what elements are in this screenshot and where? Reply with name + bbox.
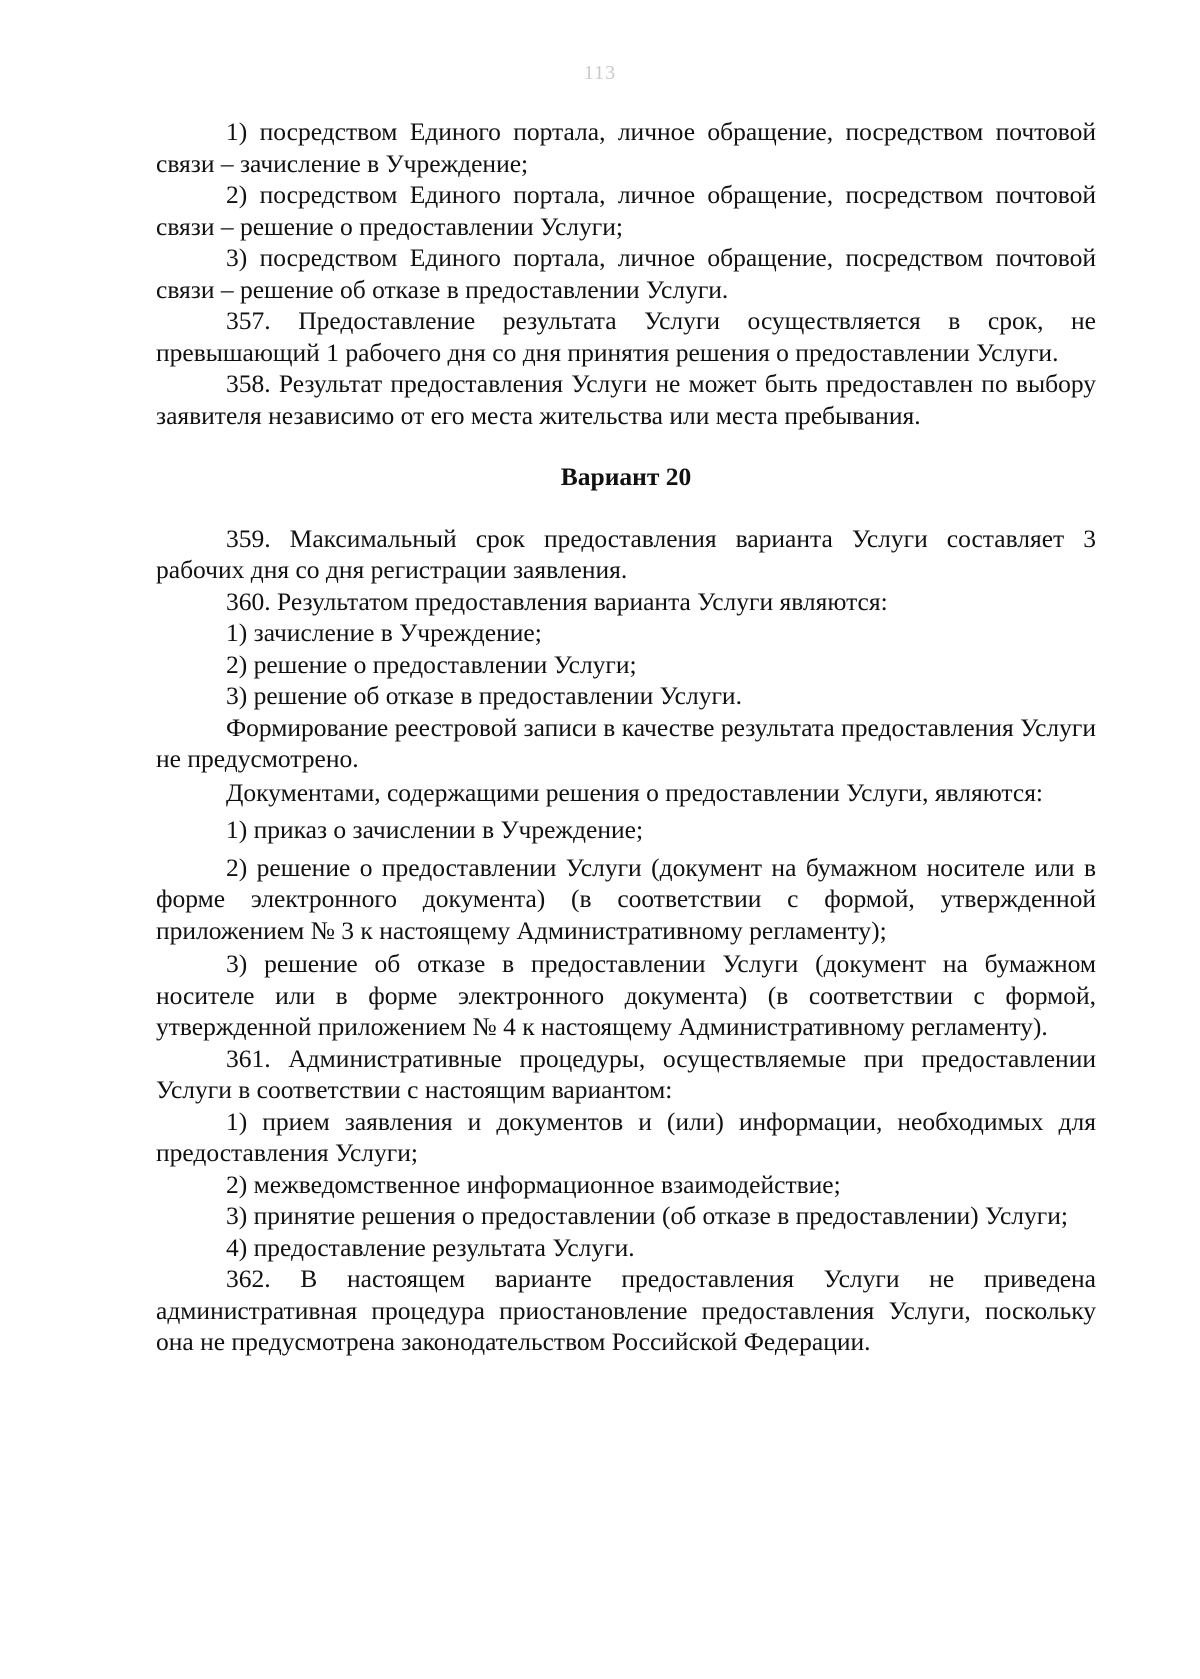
paragraph: 359. Максимальный срок предоставления варианта Услуги составляет 3 рабочих дня со дня регистрации заявления. [156,523,1096,584]
document-body [156,116,1096,1358]
paragraph: 357. Предоставление результата Услуги осуществляется в срок, не превышающий 1 рабочего дня со дня принятия решения о предоставлении Услуги. [156,306,1096,367]
list-item: 3) решение об отказе в предоставлении Услуги. [226,681,742,710]
paragraph: 2) посредством Единого портала, личное обращение, посредством почтовой связи – решение о предоставлении Услуги; [156,180,1096,241]
paragraph: 358. Результат предоставления Услуги не может быть предоставлен по выбору заявителя независимо от его места жительства или места пребывания. [156,369,1096,430]
list-item: 2) решение о предоставлении Услуги (документ на бумажном носителе или в форме электронного документа) (в соответствии с формой, утвержденной приложением № 3 к настоящему Административному регламенту); [156,852,1096,945]
list-item: 3) принятие решения о предоставлении (об отказе в предоставлении) Услуги; [226,1201,1068,1230]
list-item: 1) приказ о зачислении в Учреждение; [226,815,644,844]
list-item: 1) зачисление в Учреждение; [226,618,542,647]
list-item: 3) решение об отказе в предоставлении Услуги (документ на бумажном носителе или в форме электронного документа) (в соответствии с формой, утвержденной приложением № 4 к настоящему Административному регламенту). [156,949,1096,1041]
section-heading: Вариант 20 [560,462,692,491]
paragraph: Формирование реестровой записи в качестве результата предоставления Услуги не предусмотрено. [156,712,1096,773]
list-item: 2) решение о предоставлении Услуги; [226,649,637,679]
paragraph: Документами, содержащими решения о предоставлении Услуги, являются: [226,777,1044,807]
paragraph: 360. Результатом предоставления варианта Услуги являются: [226,586,888,616]
page-number: 113 [583,62,617,84]
list-item: 1) прием заявления и документов и (или) информации, необходимых для предоставления Услуги; [156,1106,1096,1167]
list-item: 2) межведомственное информационное взаимодействие; [226,1169,841,1199]
paragraph: 361. Административные процедуры, осуществляемые при предоставлении Услуги в соответствии с настоящим вариантом: [156,1043,1096,1104]
list-item: 4) предоставление результата Услуги. [226,1232,635,1262]
paragraph: 3) посредством Единого портала, личное обращение, посредством почтовой связи – решение об отказе в предоставлении Услуги. [156,243,1096,304]
paragraph: 1) посредством Единого портала, личное обращение, посредством почтовой связи – зачисление в Учреждение; [156,117,1096,178]
paragraph: 362. В настоящем варианте предоставления Услуги не приведена административная процедура приостановление предоставления Услуги, поскольку она не предусмотрена законодательством Российской Федерации. [156,1264,1096,1356]
